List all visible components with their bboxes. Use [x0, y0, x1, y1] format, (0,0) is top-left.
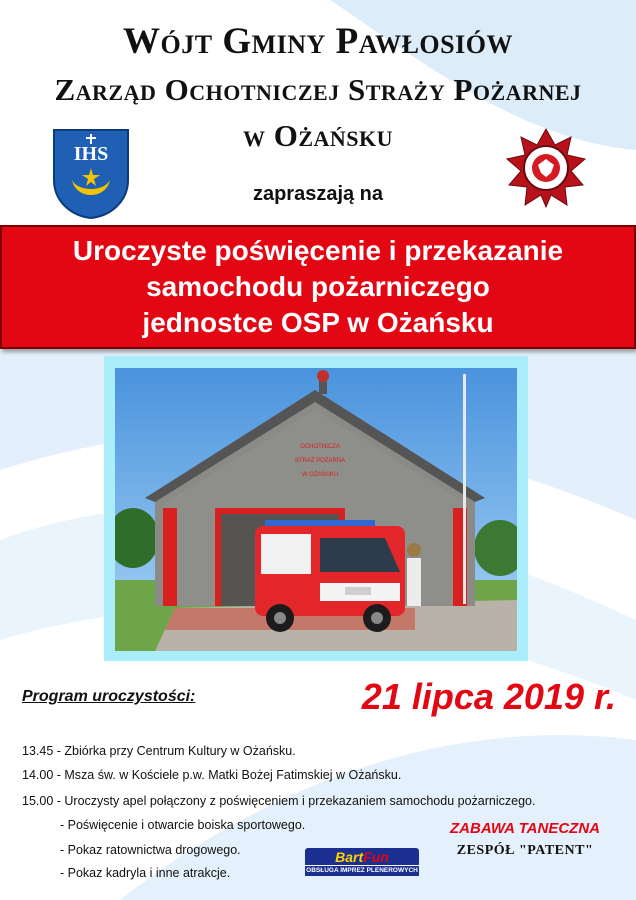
svg-text:W OŻAŃSKU: W OŻAŃSKU [301, 472, 339, 478]
band-name: ZESPÓŁ "PATENT" [456, 843, 594, 858]
fire-station-photo [115, 368, 517, 651]
schedule-item: 15.00 - Uroczysty apel połączony z poświęceniem i przekazaniem samochodu pożarniczego. [22, 794, 536, 808]
banner-line-3: jednostce OSP w Ożańsku [142, 307, 494, 338]
schedule-subitem: - Pokaz kadryla i inne atrakcje. [60, 866, 231, 880]
dance-party-title: ZABAWA TANECZNA [450, 820, 600, 837]
organizer-title: Wójt Gminy Pawłosiów [123, 21, 513, 62]
banner-line-1: Uroczyste poświęcenie i przekazanie [72, 235, 564, 266]
sponsor-logo [305, 848, 419, 876]
banner-line-2: samochodu pożarniczego [146, 271, 490, 302]
event-date: 21 lipca 2019 r. [361, 676, 616, 717]
coat-of-arms-icon [52, 128, 130, 220]
program-heading: Program uroczystości: [22, 688, 196, 705]
schedule-subitem: - Pokaz ratownictwa drogowego. [60, 843, 241, 857]
photo-frame [104, 356, 528, 661]
invitation-text: zapraszają na [252, 183, 384, 205]
schedule-subitem: - Poświęcenie i otwarcie boiska sportowego. [60, 818, 306, 832]
svg-text:STRAŻ POŻARNA: STRAŻ POŻARNA [294, 458, 346, 464]
schedule-item: 14.00 - Msza św. w Kościele p.w. Matki Bożej Fatimskiej w Ożańsku. [22, 768, 402, 782]
organizer-subtitle: Zarząd Ochotniczej Straży Pożarnej [54, 72, 582, 107]
svg-text:OCHOTNICZA: OCHOTNICZA [300, 444, 340, 450]
crest-text: IHS [73, 143, 109, 165]
organizer-location: w Ożańsku [242, 118, 394, 153]
logo-name-part2: Fun [363, 848, 389, 865]
event-title-banner [0, 225, 636, 349]
logo-tagline: OBSŁUGA IMPREZ PLENEROWYCH [306, 867, 418, 874]
logo-name-part1: Bart [335, 848, 364, 865]
schedule-item: 13.45 - Zbiórka przy Centrum Kultury w Ożańsku. [22, 744, 296, 758]
